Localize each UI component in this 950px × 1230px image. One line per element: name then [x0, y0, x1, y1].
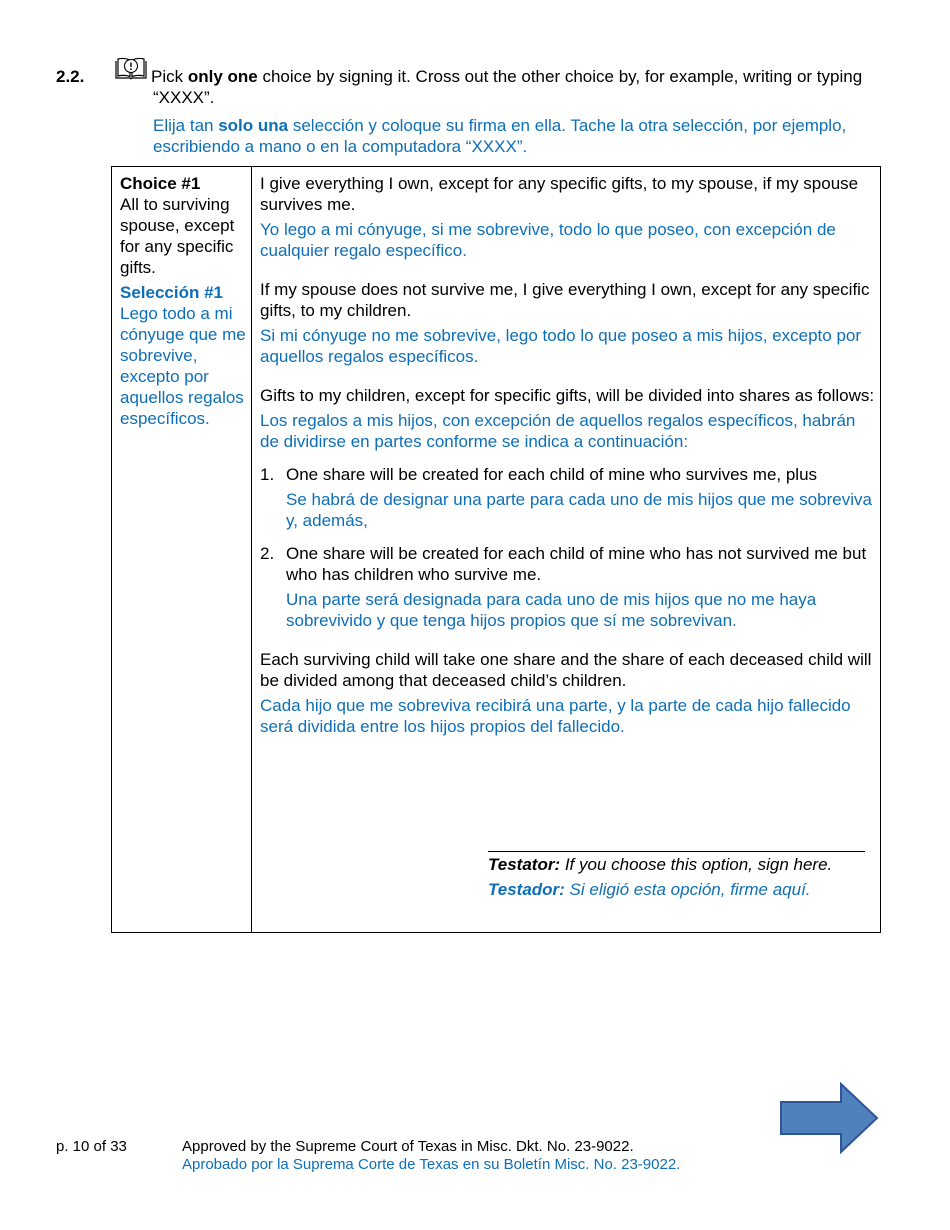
signature-label-es: Testador: Si eligió esta opción, firme aquí. — [488, 880, 811, 899]
paragraph-es: Los regalos a mis hijos, con excepción de aquellos regalos específicos, habrán de dividirse en partes conforme se indica a continuación: — [260, 411, 856, 451]
list-item — [260, 543, 875, 585]
choice-desc-en: All to surviving spouse, except for any specific gifts. — [120, 195, 235, 277]
closing-en: Each surviving child will take one share and the share of each deceased child will be divided among that deceased child’s children. — [260, 650, 872, 690]
list-number: 1. — [260, 465, 275, 484]
paragraph-en: If my spouse does not survive me, I give everything I own, except for any specific gifts, to my children. — [260, 280, 870, 320]
info-book-icon — [114, 56, 148, 82]
list-text-es: Se habrá de designar una parte para cada uno de mis hijos que me sobreviva y, además, — [286, 490, 872, 530]
signature-block — [488, 851, 865, 900]
instruction-en: Pick only one choice by signing it. Cross out the other choice by, for example, writing or typing “XXXX”. — [151, 67, 863, 107]
choice-desc-es: Lego todo a mi cónyuge que me sobrevive, excepto por aquellos regalos específicos. — [120, 304, 246, 428]
choice-title-en: Choice #1 — [120, 174, 201, 193]
signature-label-en: Testator: If you choose this option, sign here. — [488, 855, 833, 874]
choice-title-es: Selección #1 — [120, 283, 224, 302]
next-arrow-icon[interactable] — [779, 1082, 879, 1154]
page-number: p. 10 of 33 — [56, 1138, 127, 1155]
list-text-es: Una parte será designada para cada uno de mis hijos que no me haya sobrevivido y que tenga hijos propios que sí me sobrevivan. — [286, 590, 817, 630]
approval-note-es: Aprobado por la Suprema Corte de Texas en su Boletín Misc. No. 23-9022. — [182, 1156, 681, 1173]
choice-body-column — [260, 173, 875, 737]
choice-table — [111, 166, 881, 933]
instruction-es: Elija tan solo una selección y coloque su firma en ella. Tache la otra selección, por ejemplo, escribiendo a mano o en la computadora “XXXX”. — [153, 116, 847, 156]
paragraph-es: Yo lego a mi cónyuge, si me sobrevive, todo lo que poseo, con excepción de cualquier regalo específico. — [260, 220, 836, 260]
paragraph-en: Gifts to my children, except for specific gifts, will be divided into shares as follows: — [260, 386, 875, 405]
list-item — [260, 464, 875, 485]
signature-line[interactable] — [488, 851, 865, 852]
choice-label-column — [112, 167, 252, 932]
closing-es: Cada hijo que me sobreviva recibirá una parte, y la parte de cada hijo fallecido será dividida entre los hijos propios del fallecido. — [260, 696, 851, 736]
list-text-en: One share will be created for each child of mine who survives me, plus — [286, 465, 818, 484]
paragraph-en: I give everything I own, except for any specific gifts, to my spouse, if my spouse survives me. — [260, 174, 859, 214]
list-number: 2. — [260, 544, 275, 563]
approval-note-en: Approved by the Supreme Court of Texas in Misc. Dkt. No. 23-9022. — [182, 1138, 634, 1155]
paragraph-es: Si mi cónyuge no me sobrevive, lego todo lo que poseo a mis hijos, excepto por aquellos regalos específicos. — [260, 326, 862, 366]
section-number: 2.2. — [56, 67, 85, 86]
list-text-en: One share will be created for each child of mine who has not survived me but who has children who survive me. — [286, 544, 867, 584]
